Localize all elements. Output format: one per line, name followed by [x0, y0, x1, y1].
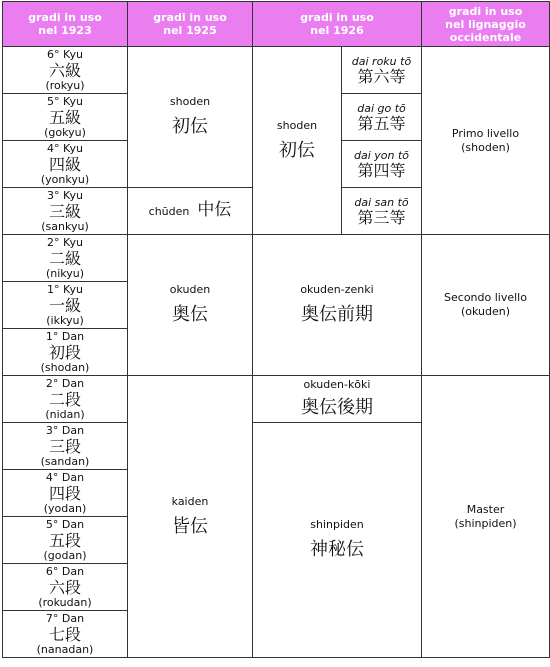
okuden-1925-cell: okuden 奥伝: [128, 235, 253, 376]
chuden-1925-cell: chūden 中伝: [128, 188, 253, 235]
header-1926: gradi in uso nel 1926: [253, 2, 422, 47]
grade-cell-4-kyu: 4° Kyu 四級 (yonkyu): [3, 141, 128, 188]
header-1925: gradi in uso nel 1925: [128, 2, 253, 47]
western-master-level: Master (shinpiden): [422, 376, 550, 658]
header-row: [3, 2, 550, 47]
grade-cell-4-dan: 4° Dan 四段 (yodan): [3, 470, 128, 517]
shinpiden-cell: shinpiden 神秘伝: [253, 423, 422, 658]
grade-cell-6-dan: 6° Dan 六段 (rokudan): [3, 564, 128, 611]
grade-cell-7-dan: 7° Dan 七段 (nanadan): [3, 611, 128, 658]
subgrade-dai-go-to: dai go tō 第五等: [342, 94, 422, 141]
reiki-grades-table: [2, 1, 550, 658]
grade-cell-1-dan: 1° Dan 初段 (shodan): [3, 329, 128, 376]
grade-cell-2-dan: 2° Dan 二段 (nidan): [3, 376, 128, 423]
grade-cell-6-kyu: 6° Kyu 六級 (rokyu): [3, 47, 128, 94]
grade-cell-2-kyu: 2° Kyu 二級 (nikyu): [3, 235, 128, 282]
western-second-level: Secondo livello (okuden): [422, 235, 550, 376]
header-western: gradi in uso nel lignaggio occidentale: [422, 2, 550, 47]
grade-cell-5-kyu: 5° Kyu 五級 (gokyu): [3, 94, 128, 141]
subgrade-dai-yon-to: dai yon tō 第四等: [342, 141, 422, 188]
okuden-zenki-cell: okuden-zenki 奥伝前期: [253, 235, 422, 376]
shoden-1926-cell: shoden 初伝: [253, 47, 342, 235]
grade-cell-1-kyu: 1° Kyu 一級 (ikkyu): [3, 282, 128, 329]
kaiden-1925-cell: kaiden 皆伝: [128, 376, 253, 658]
header-1923: gradi in uso nel 1923: [3, 2, 128, 47]
grade-cell-5-dan: 5° Dan 五段 (godan): [3, 517, 128, 564]
grade-cell-3-kyu: 3° Kyu 三級 (sankyu): [3, 188, 128, 235]
okuden-koki-cell: okuden-kōki 奥伝後期: [253, 376, 422, 423]
western-first-level: Primo livello (shoden): [422, 47, 550, 235]
shoden-1925-cell: shoden 初伝: [128, 47, 253, 188]
subgrade-dai-roku-to: dai roku tō 第六等: [342, 47, 422, 94]
subgrade-dai-san-to: dai san tō 第三等: [342, 188, 422, 235]
grade-cell-3-dan: 3° Dan 三段 (sandan): [3, 423, 128, 470]
